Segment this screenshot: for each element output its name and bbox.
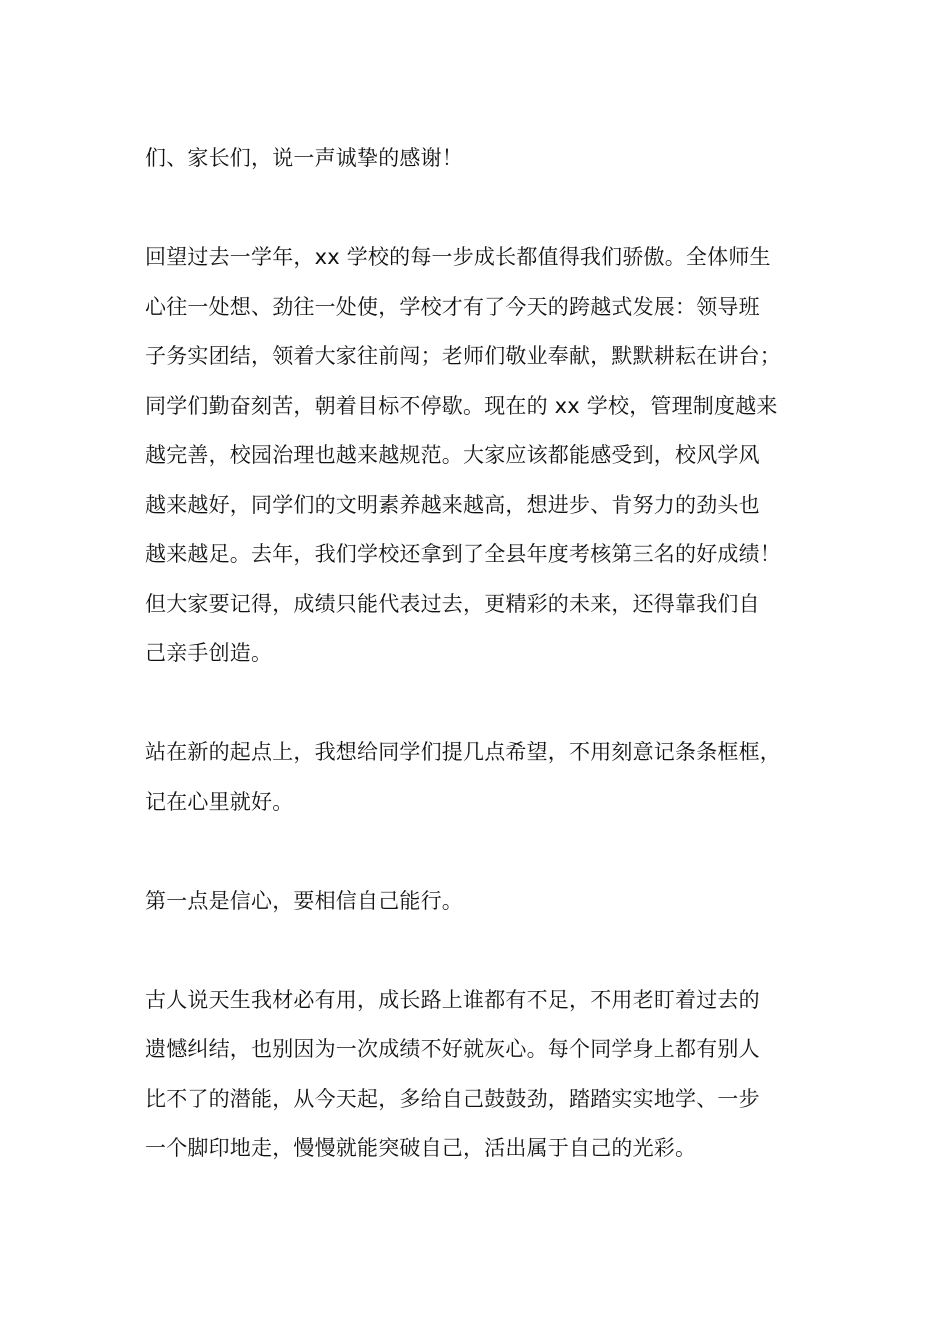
text-line: 站在新的起点上，我想给同学们提几点希望，不用刻意记条条框框， (145, 740, 781, 764)
text-line: 回望过去一学年，xx 学校的每一步成长都值得我们骄傲。全体师生 (145, 245, 771, 269)
paragraph-1 (145, 134, 825, 184)
text-line: 遗憾纠结，也别因为一次成绩不好就灰心。每个同学身上都有别人 (145, 1037, 760, 1061)
text-line: 比不了的潜能，从今天起，多给自己鼓鼓劲，踏踏实实地学、一步 (145, 1086, 760, 1111)
text-line: 记在心里就好。 (145, 789, 294, 814)
text-line: 一个脚印地走，慢慢就能突破自己，活出属于自己的光彩。 (145, 1136, 697, 1160)
paragraph-2 (145, 233, 825, 679)
text-line: 越来越足。去年，我们学校还拿到了全县年度考核第三名的好成绩！ (145, 542, 781, 566)
paragraph-3 (145, 728, 825, 827)
text-line: 同学们勤奋刻苦，朝着目标不停歇。现在的 xx 学校，管理制度越来 (145, 393, 778, 418)
text-line: 们、家长们，说一声诚挚的感谢！ (145, 146, 463, 170)
text-line: 越来越好，同学们的文明素养越来越高，想进步、肯努力的劲头也 (145, 492, 760, 517)
text-line: 第一点是信心，要相信自己能行。 (145, 888, 463, 913)
paragraph-5 (145, 976, 825, 1174)
text-line: 子务实团结，领着大家往前闯；老师们敬业奉献，默默耕耘在讲台； (145, 344, 781, 368)
paragraph-4 (145, 877, 825, 927)
text-line: 心往一处想、劲往一处使，学校才有了今天的跨越式发展：领导班 (145, 294, 760, 319)
text-line: 古人说天生我材必有用，成长路上谁都有不足，不用老盯着过去的 (145, 987, 760, 1012)
text-line: 但大家要记得，成绩只能代表过去，更精彩的未来，还得靠我们自 (145, 591, 760, 616)
text-line: 己亲手创造。 (145, 641, 273, 665)
document-body (145, 134, 825, 1223)
text-line: 越完善，校园治理也越来越规范。大家应该都能感受到，校风学风 (145, 443, 760, 467)
